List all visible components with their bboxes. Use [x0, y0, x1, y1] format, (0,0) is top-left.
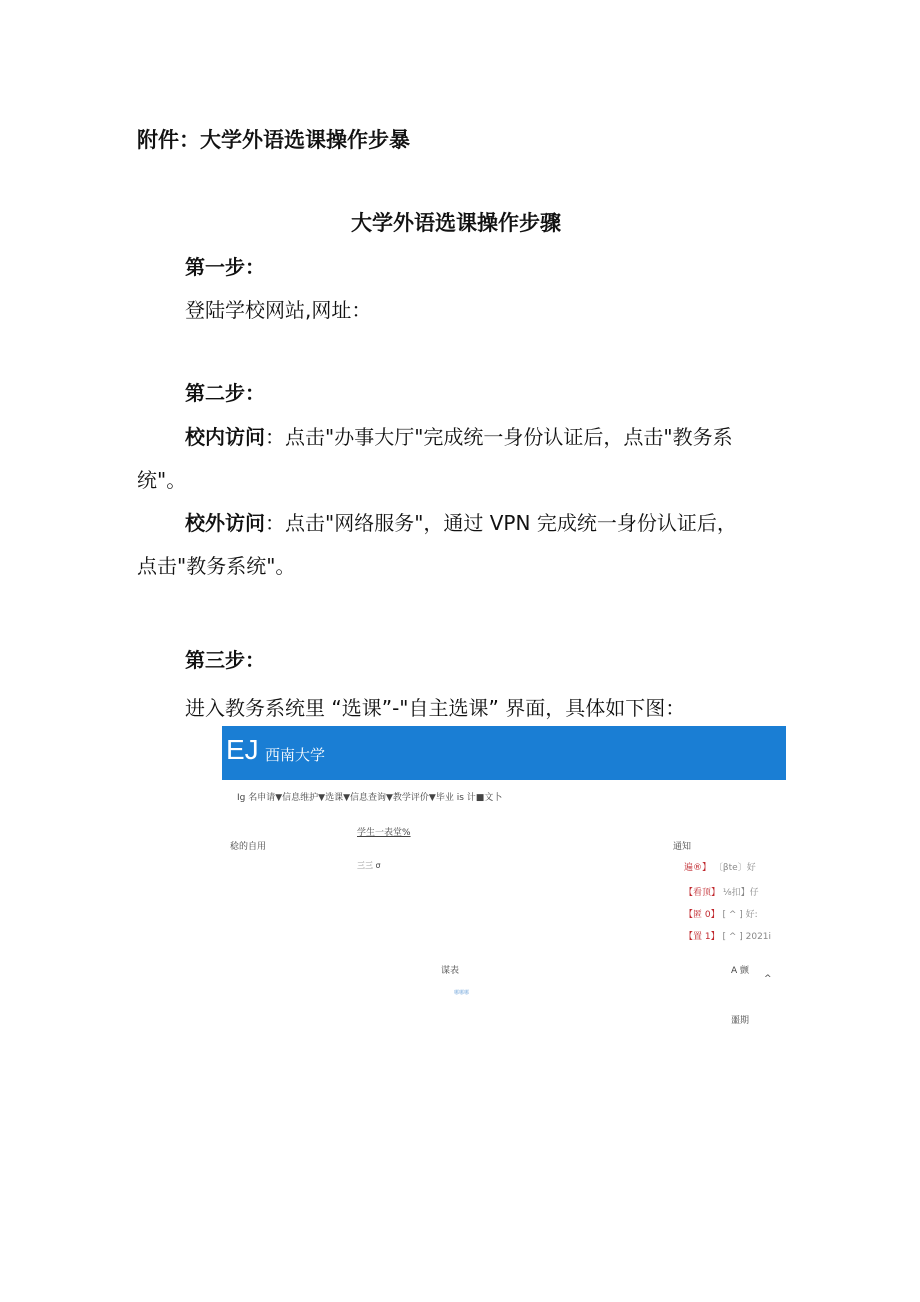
school-name: 西南大学	[265, 746, 326, 764]
notice-item[interactable]	[684, 907, 758, 920]
step2-inside-line1	[185, 423, 733, 451]
notice-title: 通知	[673, 842, 692, 852]
notice-text: 〔βte〕好	[713, 863, 756, 873]
notice-tag: 遍®】	[684, 863, 712, 873]
timetable-label: 谋表	[441, 966, 460, 976]
notice-text: [ ^ ] 2021i	[722, 932, 772, 942]
notice-tag: 【看顶】	[684, 888, 721, 898]
right-label-a: A 颤	[731, 966, 750, 976]
step2-inside-line2: 统"。	[137, 468, 187, 492]
notice-item[interactable]	[684, 885, 759, 898]
outside-access-label: 校外访问	[185, 511, 265, 535]
left-panel-label: 稔的自用	[230, 842, 267, 852]
system-nav-menu[interactable]: Ig 名申请▼信息维护▼选课▼信息查询▼教学评价▼毕业 is 计■文卜	[237, 793, 503, 803]
step3-text: 进入教务系统里 “选课”-"自主选课” 界面，具体如下图：	[185, 696, 686, 720]
main-title: 大学外语选课操作步骤	[351, 211, 561, 235]
student-link[interactable]: 学生一表堂%	[357, 828, 411, 838]
notice-text: [ ^ ] 好:	[722, 910, 758, 920]
system-header-bar	[222, 726, 786, 780]
attachment-title: 附件：大学外语选课操作步暴	[137, 128, 410, 152]
inside-access-text: ：点击"办事大厅"完成统一身份认证后，点击"教务系	[265, 425, 733, 449]
step3-heading: 第三步：	[185, 648, 265, 672]
notice-tag: 【匿 0】	[684, 910, 720, 920]
notice-text: ⅛扣】仔	[722, 888, 759, 898]
system-logo: EJ	[226, 734, 259, 765]
center-sub-label: 三三 σ	[357, 861, 381, 870]
timetable-sub[interactable]: 哪哪哪	[454, 990, 470, 996]
right-label-b: 噩期	[731, 1016, 750, 1026]
step2-outside-line1	[185, 509, 737, 537]
step2-heading: 第二步：	[185, 381, 265, 405]
inside-access-label: 校内访问	[185, 425, 265, 449]
step1-heading: 第一步：	[185, 255, 265, 279]
step1-text: 登陆学校网站,网址：	[185, 298, 372, 322]
outside-access-text: ：点击"网络服务"，通过 VPN 完成统一身份认证后，	[265, 511, 737, 535]
caret-up-icon[interactable]: ^	[764, 974, 772, 984]
step2-outside-line2: 点击"教务系统"。	[137, 554, 296, 578]
notice-item[interactable]	[684, 929, 771, 942]
notice-item[interactable]	[684, 860, 756, 873]
notice-tag: 【置 1】	[684, 932, 720, 942]
